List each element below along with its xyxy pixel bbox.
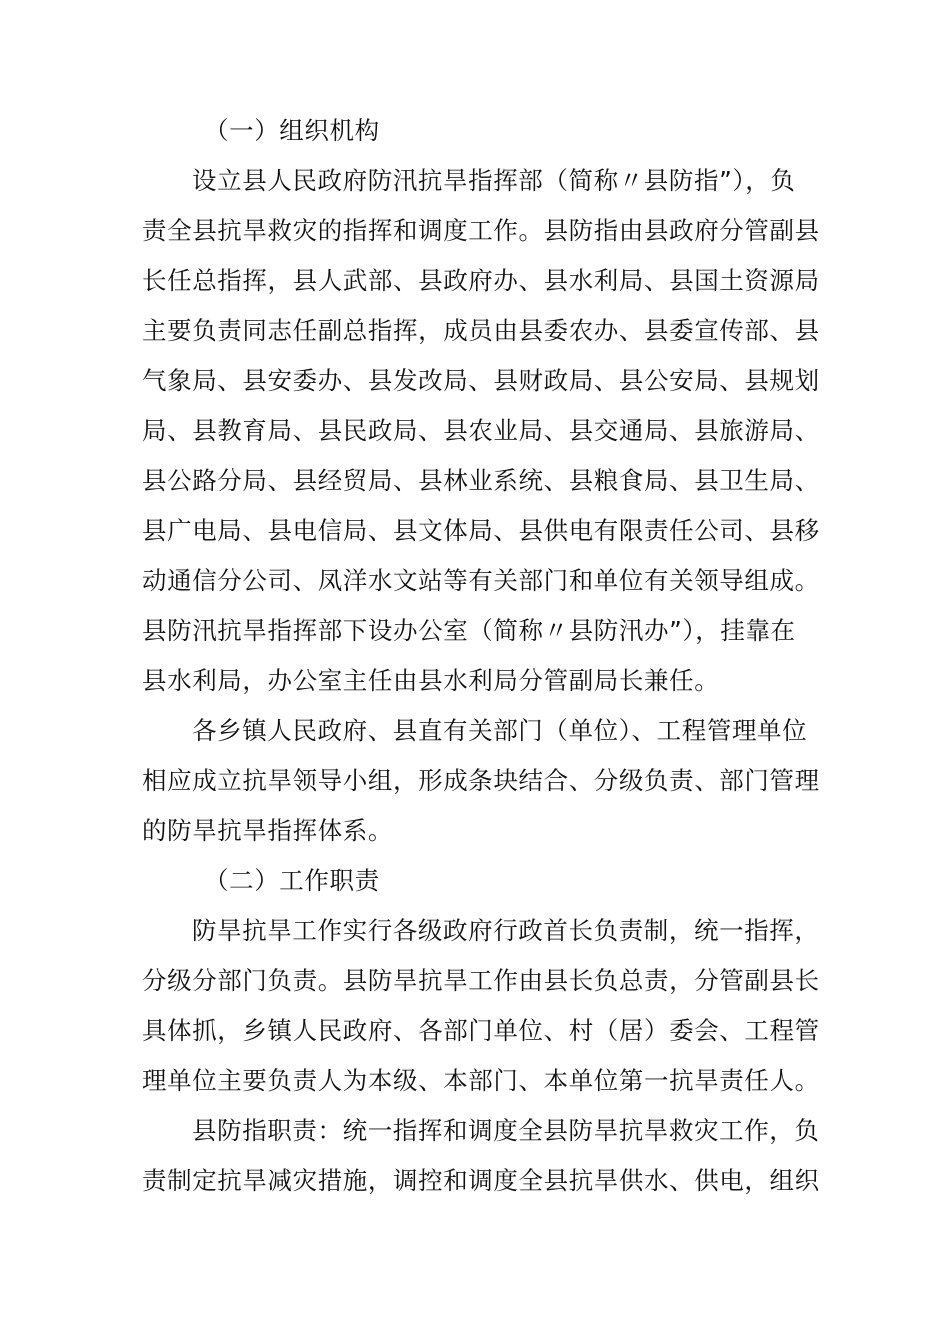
paragraph-line: 分级分部门负责。县防旱抗旱工作由县长负总责，分管副县长 (142, 966, 820, 995)
paragraph-line: 局、县教育局、县民政局、县农业局、县交通局、县旅游局、 (142, 416, 820, 445)
paragraph-line: 防旱抗旱工作实行各级政府行政首长负责制，统一指挥， (192, 916, 820, 945)
paragraph-line: 具体抓，乡镇人民政府、各部门单位、村（居）委会、工程管 (142, 1016, 820, 1045)
paragraph-line: 主要负责同志任副总指挥，成员由县委农办、县委宣传部、县 (142, 316, 820, 345)
paragraph-line: 理单位主要负责人为本级、本部门、本单位第一抗旱责任人。 (142, 1066, 820, 1095)
section-heading-organization: （一）组织机构 (204, 116, 380, 145)
paragraph-line: 气象局、县安委办、县发改局、县财政局、县公安局、县规划 (142, 366, 820, 395)
paragraph-line: 相应成立抗旱领导小组，形成条块结合、分级负责、部门管理 (142, 766, 820, 795)
paragraph-line: 县水利局，办公室主任由县水利局分管副局长兼任。 (142, 666, 720, 695)
paragraph-line: 责制定抗旱减灾措施，调控和调度全县抗旱供水、供电，组织 (142, 1166, 820, 1195)
paragraph-line: 县防汛抗旱指挥部下设办公室（简称〃县防汛办”），挂靠在 (142, 616, 796, 645)
section-heading-responsibilities: （二）工作职责 (204, 866, 380, 895)
paragraph-line: 动通信分公司、凤洋水文站等有关部门和单位有关领导组成。 (142, 566, 820, 595)
paragraph-line: 责全县抗旱救灾的指挥和调度工作。县防指由县政府分管副县 (142, 216, 820, 245)
paragraph-line: 县广电局、县电信局、县文体局、县供电有限责任公司、县移 (142, 516, 820, 545)
paragraph-line: 各乡镇人民政府、县直有关部门（单位）、工程管理单位 (192, 716, 808, 745)
paragraph-line: 的防旱抗旱指挥体系。 (142, 816, 393, 845)
paragraph-line: 县防指职责：统一指挥和调度全县防旱抗旱救灾工作，负 (192, 1116, 820, 1145)
paragraph-line: 设立县人民政府防汛抗旱指挥部（简称〃县防指”），负 (192, 166, 796, 195)
paragraph-line: 县公路分局、县经贸局、县林业系统、县粮食局、县卫生局、 (142, 466, 820, 495)
paragraph-line: 长任总指挥，县人武部、县政府办、县水利局、县国土资源局 (142, 266, 820, 295)
